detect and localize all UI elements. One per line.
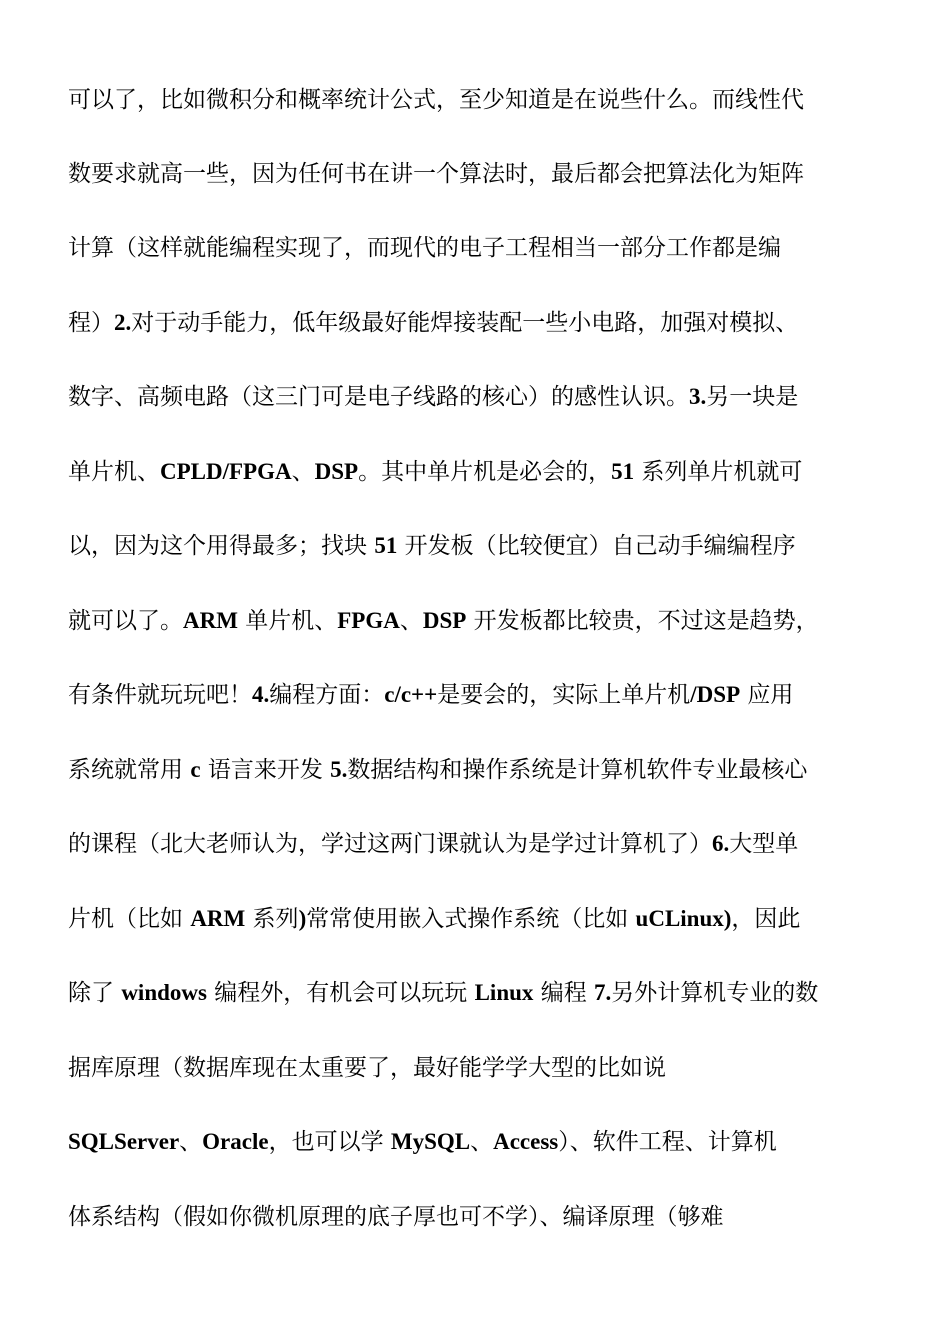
text-run: ，也可以学 xyxy=(268,1129,391,1155)
bold-text-run: 6. xyxy=(712,831,730,856)
paragraph-line xyxy=(68,156,898,192)
bold-text-run: 4. xyxy=(252,682,270,707)
text-run: 、 xyxy=(470,1129,494,1155)
text-run: 编程方面： xyxy=(269,682,385,708)
text-run: 应用 xyxy=(740,682,794,708)
paragraph-line xyxy=(68,1124,898,1160)
text-run: 系统就常用 xyxy=(68,757,191,783)
bold-text-run: DSP xyxy=(314,459,359,484)
text-run: 、 xyxy=(291,459,315,485)
text-run: 另外计算机专业的数 xyxy=(611,980,819,1006)
paragraph-line xyxy=(68,1199,898,1235)
paragraph-line xyxy=(68,603,898,639)
text-run: 程） xyxy=(68,310,114,336)
bold-text-run: c xyxy=(190,757,201,782)
text-run: 系列单片机就可 xyxy=(634,459,803,485)
text-run: 有条件就玩玩吧！ xyxy=(68,682,252,708)
paragraph-line xyxy=(68,82,898,118)
text-run: 数要求就高一些，因为任何书在讲一个算法时，最后都会把算法化为矩阵 xyxy=(68,161,804,187)
text-run: 数据结构和操作系统是计算机软件专业最核心 xyxy=(347,757,808,783)
text-run: 计算（这样就能编程实现了，而现代的电子工程相当一部分工作都是编 xyxy=(68,235,781,261)
paragraph-line xyxy=(68,1050,898,1086)
text-run: 。其中单片机是必会的， xyxy=(358,459,612,485)
paragraph-line xyxy=(68,230,898,266)
text-run: ）、软件工程、计算机 xyxy=(558,1129,777,1155)
text-run: 的课程（北大老师认为，学过这两门课就认为是学过计算机了） xyxy=(68,831,712,857)
text-run: 除了 xyxy=(68,980,122,1006)
paragraph-line xyxy=(68,454,898,490)
text-run: 可以了，比如微积分和概率统计公式，至少知道是在说些什么。而线性代 xyxy=(68,87,804,113)
text-run: 是要会的，实际上单片机 xyxy=(437,682,691,708)
paragraph-line xyxy=(68,305,898,341)
text-run: 系列 xyxy=(245,906,299,932)
text-run: 常常使用嵌入式操作系统（比如 xyxy=(306,906,636,932)
text-run: ，因此 xyxy=(731,906,801,932)
paragraph-line xyxy=(68,826,898,862)
paragraph-line xyxy=(68,528,898,564)
bold-text-run: 7. xyxy=(594,980,612,1005)
text-run: 片机（比如 xyxy=(68,906,191,932)
bold-text-run: FPGA xyxy=(337,608,400,633)
paragraph-line xyxy=(68,379,898,415)
text-run: 编程 xyxy=(533,980,595,1006)
bold-text-run: /DSP xyxy=(690,682,741,707)
paragraph-line xyxy=(68,752,898,788)
bold-text-run: uCLinux) xyxy=(635,906,732,931)
bold-text-run: 51 xyxy=(611,459,635,484)
text-run: 、 xyxy=(179,1129,203,1155)
bold-text-run: CPLD/FPGA xyxy=(160,459,292,484)
text-run: 、 xyxy=(399,608,423,634)
text-run: 编程外，有机会可以玩玩 xyxy=(206,980,475,1006)
text-run: 体系结构（假如你微机原理的底子厚也可不学）、编译原理（够难 xyxy=(68,1204,724,1230)
bold-text-run: Oracle xyxy=(202,1129,269,1154)
text-run: 大型单 xyxy=(729,831,799,857)
bold-text-run: 5. xyxy=(330,757,348,782)
bold-text-run: 51 xyxy=(374,533,398,558)
text-run: 单片机、 xyxy=(68,459,160,485)
text-run: 据库原理（数据库现在太重要了，最好能学学大型的比如说 xyxy=(68,1055,666,1081)
text-run: 单片机、 xyxy=(237,608,338,634)
bold-text-run: ARM xyxy=(190,906,246,931)
paragraph-line xyxy=(68,677,898,713)
bold-text-run: Access xyxy=(493,1129,559,1154)
bold-text-run: windows xyxy=(121,980,207,1005)
text-run: 数字、高频电路（这三门可是电子线路的核心）的感性认识。 xyxy=(68,384,689,410)
bold-text-run: ARM xyxy=(183,608,238,633)
bold-text-run: 3. xyxy=(689,384,707,409)
text-run: 开发板都比较贵，不过这是趋势， xyxy=(466,608,819,634)
text-run: 就可以了。 xyxy=(68,608,183,634)
text-run: 对于动手能力，低年级最好能焊接装配一些小电路，加强对模拟、 xyxy=(131,310,799,336)
paragraph-line xyxy=(68,975,898,1011)
bold-text-run: DSP xyxy=(422,608,467,633)
bold-text-run: MySQL xyxy=(390,1129,471,1154)
bold-text-run: ) xyxy=(298,906,307,931)
paragraph-line xyxy=(68,901,898,937)
bold-text-run: SQLServer xyxy=(68,1129,180,1154)
text-run: 语言来开发 xyxy=(200,757,331,783)
text-run: 另一块是 xyxy=(706,384,799,410)
bold-text-run: c/c++ xyxy=(384,682,438,707)
text-run: 以，因为这个用得最多；找块 xyxy=(68,533,375,559)
bold-text-run: 2. xyxy=(114,310,132,335)
bold-text-run: Linux xyxy=(474,980,534,1005)
text-run: 开发板（比较便宜）自己动手编编程序 xyxy=(397,533,796,559)
